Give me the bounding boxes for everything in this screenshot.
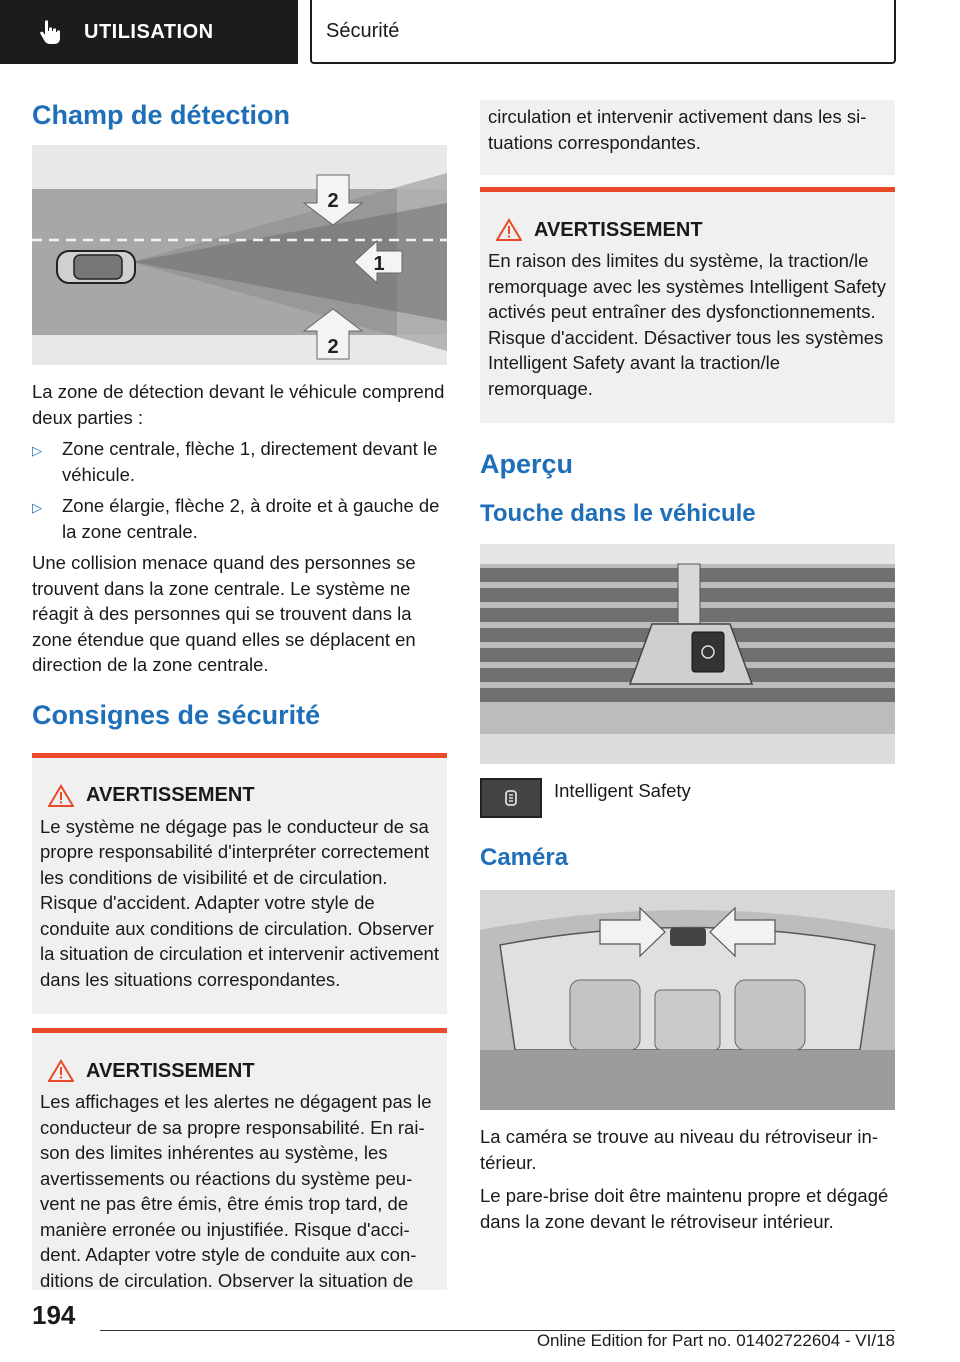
page-header — [0, 0, 960, 66]
warning-title: AVERTISSEMENT — [534, 218, 703, 241]
chapter-title: Sécurité — [310, 0, 896, 64]
camera-illustration — [480, 890, 895, 1110]
detection-heading: Champ de détection — [32, 100, 291, 130]
button-heading: Touche dans le véhicule — [480, 500, 756, 527]
page-number: 194 — [32, 1300, 76, 1330]
camera-figure — [480, 890, 895, 1110]
safety-heading: Consignes de sécurité — [32, 699, 321, 730]
list-item: ▷ Zone élargie, flèche 2, à droite et à gauche de la zone centrale. — [32, 493, 447, 544]
warning-box — [32, 753, 447, 1015]
warning-text: En raison des limites du système, la traction/le remorquage avec les systèmes Intelligent Safety activés peut entraîner des dysfonctionnements. Risque d'accident. Désactiver tous les systèmes Intelligent Safety avant la traction/le remorquage. — [488, 250, 886, 399]
arrow-label-bottom: 2 — [327, 336, 339, 358]
triangle-bullet-icon: ▷ — [32, 500, 42, 515]
detection-zone-diagram — [32, 145, 447, 365]
warning-box — [480, 187, 895, 423]
camera-heading: Caméra — [480, 844, 569, 871]
warning-title: AVERTISSEMENT — [86, 1059, 255, 1082]
detection-intro: La zone de détection devant le véhicule comprend deux parties : — [32, 381, 445, 428]
section-tab — [0, 0, 298, 64]
warning-continuation: circulation et intervenir activement dans les situations correspondantes. — [480, 100, 895, 175]
warning-triangle-icon — [48, 1059, 74, 1083]
detection-zone-figure — [32, 145, 447, 365]
warning-triangle-icon — [48, 784, 74, 808]
overview-heading: Aperçu — [480, 449, 574, 479]
edition-text: Online Edition for Part no. 01402722604 - VI/18 — [536, 1331, 895, 1350]
button-console-illustration — [480, 544, 895, 764]
camera-text-1: La caméra se trouve au niveau du rétroviseur intérieur. — [480, 1126, 878, 1173]
page-footer — [0, 1300, 960, 1362]
button-console-figure — [480, 544, 895, 764]
warning-text: Le système ne dégage pas le conducteur de sa propre responsabilité d'interpréter correctement les conditions de visibilité et de circulation. Risque d'accident. Adapter votre style de conduite aux conditions de circulation. Observer la situation de circulation et intervenir activement dans les situations correspondantes. — [40, 815, 439, 990]
arrow-label-center: 1 — [373, 253, 385, 275]
triangle-bullet-icon: ▷ — [32, 443, 42, 458]
warning-title: AVERTISSEMENT — [86, 784, 255, 806]
warning-triangle-icon — [496, 218, 522, 242]
collision-paragraph: Une collision menace quand des personnes se trouvent dans la zone centrale. Le système ne réagit à des personnes qui se trouvent dans la zone étendue que quand elles se déplacent en direction de la zone centrale. — [32, 552, 416, 675]
warning-box — [32, 1028, 447, 1290]
intelligent-safety-button-icon — [480, 778, 542, 818]
right-column — [480, 100, 895, 1234]
left-column — [32, 100, 447, 1290]
section-title: UTILISATION — [84, 20, 214, 43]
warning-text: Les affichages et les alertes ne dégagent pas le conducteur de sa propre responsabilité. En raison des limites inhérentes au système, les avertissements ou réactions du système peuvent ne pas être émis, être émis trop tard, de manière erronée ou injustifiée. Risque d'accident. Adapter votre style de conduite aux conditions de circulation. Observer la situation de — [40, 1091, 432, 1290]
hand-pointer-icon — [36, 18, 64, 46]
button-label: Intelligent Safety — [554, 780, 691, 801]
button-legend — [480, 778, 895, 818]
camera-text-2: Le pare-brise doit être maintenu propre et dégagé dans la zone devant le rétroviseur intérieur. — [480, 1185, 889, 1232]
list-item: ▷ Zone centrale, flèche 1, directement devant le véhicule. — [32, 436, 447, 487]
safety-symbol-icon — [500, 787, 522, 809]
arrow-label-top: 2 — [327, 190, 339, 212]
